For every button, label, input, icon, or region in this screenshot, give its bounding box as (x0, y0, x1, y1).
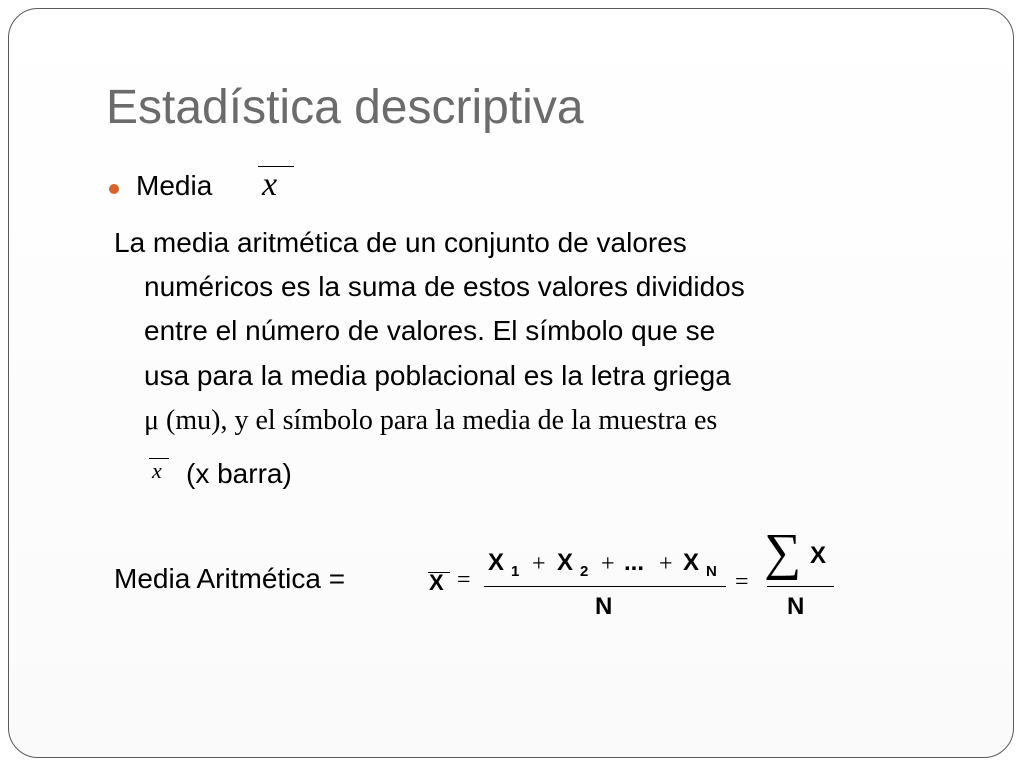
numerator-sub-2: 2 (580, 563, 589, 580)
numerator-plus-1: + (532, 551, 546, 577)
x-bar-symbol: x (258, 166, 294, 206)
formula-equals-1: = (457, 567, 471, 593)
fraction-line-1 (484, 586, 726, 587)
numerator-plus-2: + (601, 551, 615, 577)
numerator-sub-n: N (706, 563, 717, 580)
x-bar-symbol-small: x (149, 458, 169, 488)
numerator-xn: X (683, 549, 700, 576)
paragraph-line-5: μ (mu), y el símbolo para la media de la muestra es (144, 405, 718, 436)
sum-x: X (810, 542, 827, 569)
paragraph-line-4: usa para la media poblacional es la letra griega (144, 360, 731, 391)
bullet-dot-icon (109, 184, 119, 194)
formula-label: Media Aritmética = (114, 563, 346, 594)
denominator-n-2: N (787, 593, 805, 620)
numerator-x1: X (488, 549, 505, 576)
bullet-label: Media (136, 170, 213, 201)
denominator-n-1: N (595, 593, 613, 620)
fraction-line-2 (767, 586, 834, 587)
paragraph-line-3: entre el número de valores. El símbolo que se (144, 315, 716, 346)
sigma-icon: ∑ (764, 524, 802, 581)
paragraph-line-6: (x barra) (186, 458, 292, 489)
numerator-x2: X (557, 549, 574, 576)
paragraph-line-1: La media aritmética de un conjunto de valores (114, 227, 687, 258)
paragraph-line-2: numéricos es la suma de estos valores divididos (144, 271, 745, 302)
numerator-plus-3: + (659, 551, 673, 577)
formula-equals-2: = (735, 569, 749, 595)
numerator-dots: ... (624, 549, 645, 576)
slide-title: Estadística descriptiva (106, 81, 584, 134)
formula-lhs-x: X (429, 570, 444, 595)
numerator-sub-1: 1 (511, 563, 520, 580)
